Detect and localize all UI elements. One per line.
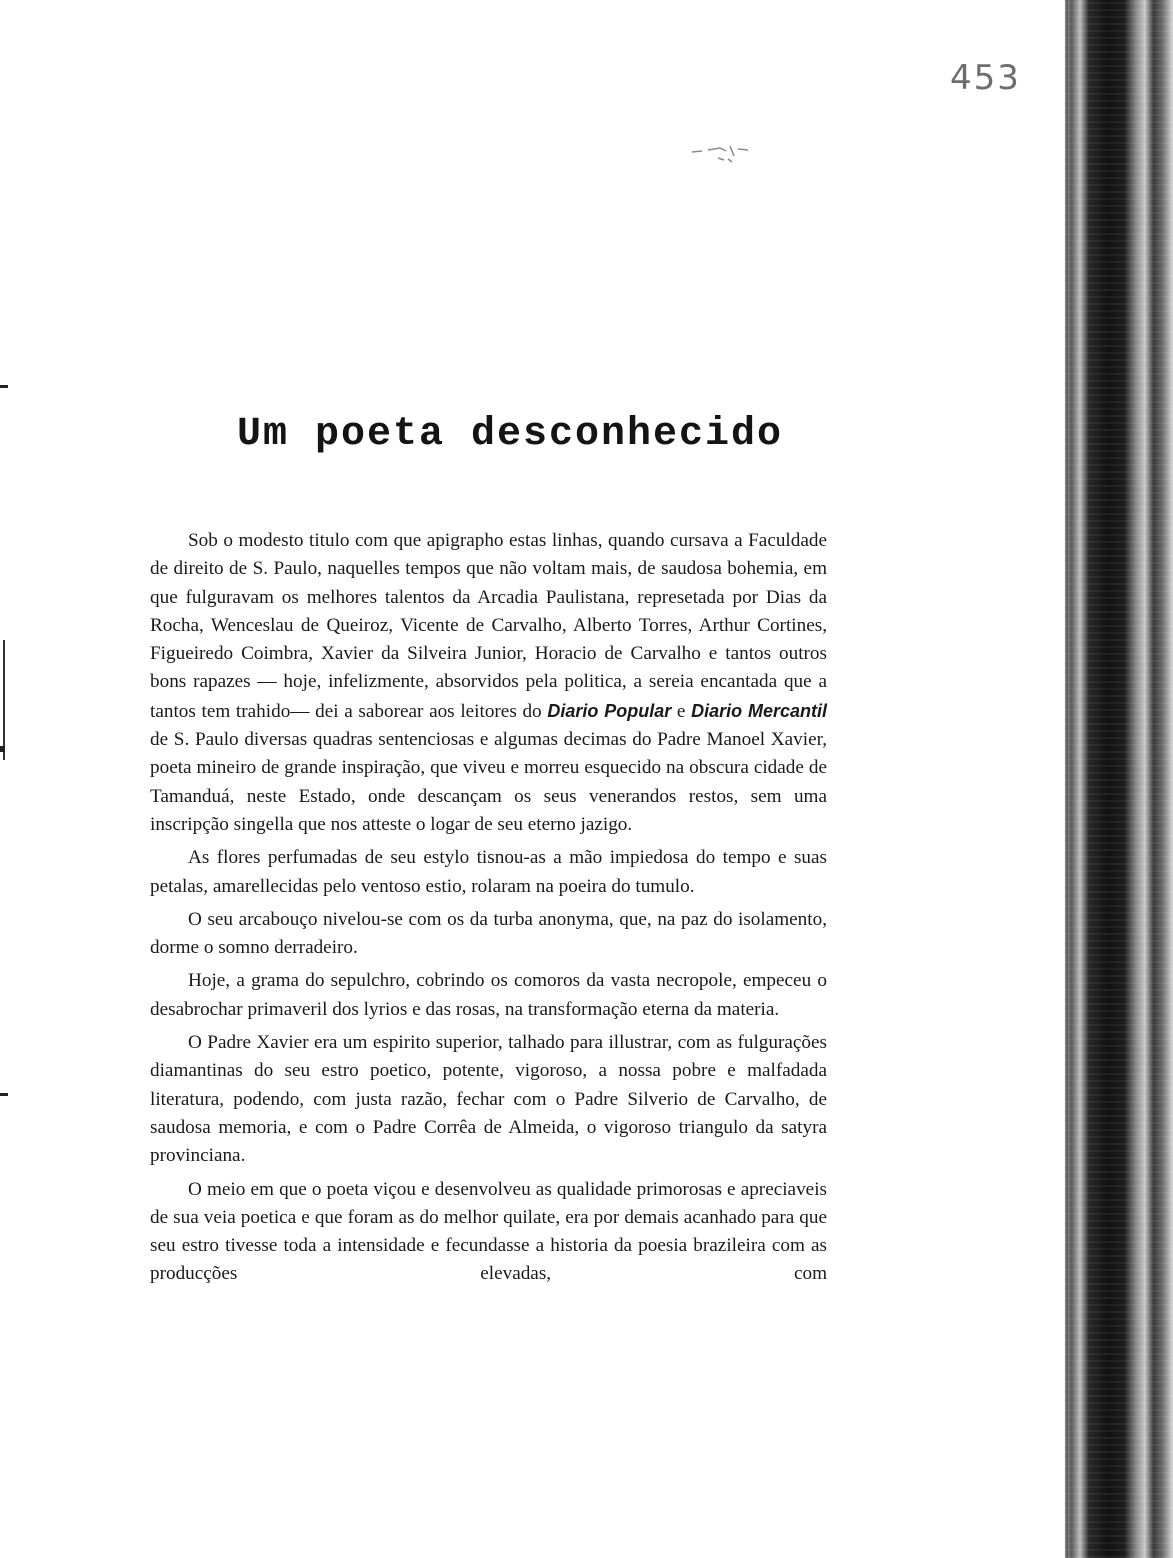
binding-shadow (1064, 0, 1068, 1558)
paragraph: As flores perfumadas de seu estylo tisnou-as a mão impiedosa do tempo e suas petalas, amarellecidas pelo ventoso estio, rolaram na poeira do tumulo. (150, 847, 827, 897)
margin-line (3, 640, 5, 760)
margin-mark (0, 1093, 8, 1096)
paragraph-text: Sob o modesto titulo com que apigrapho estas linhas, quando cursava a Faculdade de direito de S. Paulo, naquelles tempos que não voltam mais, de saudosa bohemia, em que fulguravam os melhores talentos da Arcadia Paulistana, represetada por Dias da Rocha, Wenceslau de Queiroz, Vicente de Carvalho, Alberto Torres, Arthur Cortines, Figueiredo Coimbra, Xavier da Silveira Junior, Horacio de Carvalho e tantos outros bons rapazes — hoje, infelizmente, absorvidos pela politica, a sereia encantada que a tantos tem trahido— dei a saborear aos leitores do (150, 530, 827, 722)
paragraph-text: e (671, 700, 692, 722)
newspaper-name: Diario Popular (547, 700, 672, 721)
article-title: Um poeta desconhecido (236, 412, 784, 457)
ink-scribble (690, 138, 760, 168)
paragraph (150, 527, 827, 839)
article-body (150, 527, 827, 1294)
newspaper-name: Diario Mercantil (691, 700, 827, 721)
paragraph: O Padre Xavier era um espirito superior, talhado para illustrar, com as fulgurações diamantinas do seu estro poetico, potente, vigoroso, a nossa pobre e malfadada literatura, podendo, com justa razão, fechar com o Padre Silverio de Carvalho, de saudosa memoria, e com o Padre Corrêa de Almeida, o vigoroso triangulo da satyra provinciana. (150, 1032, 827, 1167)
page-number: 453 (950, 58, 1021, 98)
margin-mark (0, 746, 5, 752)
book-binding-strip (1065, 0, 1173, 1558)
paragraph-text: de S. Paulo diversas quadras sentenciosas e algumas decimas do Padre Manoel Xavier, poeta mineiro de grande inspiração, que viveu e morreu esquecido na obscura cidade de Tamanduá, neste Estado, onde descançam os seus venerandos restos, sem uma inscripção singella que nos atteste o logar de seu eterno jazigo. (150, 729, 827, 835)
margin-mark (0, 385, 8, 388)
paragraph: Hoje, a grama do sepulchro, cobrindo os comoros da vasta necropole, empeceu o desabrochar primaveril dos lyrios e das rosas, na transformação eterna da materia. (150, 970, 827, 1020)
paragraph: O seu arcabouço nivelou-se com os da turba anonyma, que, na paz do isolamento, dorme o somno derradeiro. (150, 908, 827, 959)
paragraph: O meio em que o poeta viçou e desenvolveu as qualidade primorosas e apreciaveis de sua veia poetica e que foram as do melhor quilate, era por demais acanhado para que seu estro tivesse toda a intensidade e fecundasse a historia da poesia brazileira com as producções elevadas, com (150, 1178, 827, 1285)
